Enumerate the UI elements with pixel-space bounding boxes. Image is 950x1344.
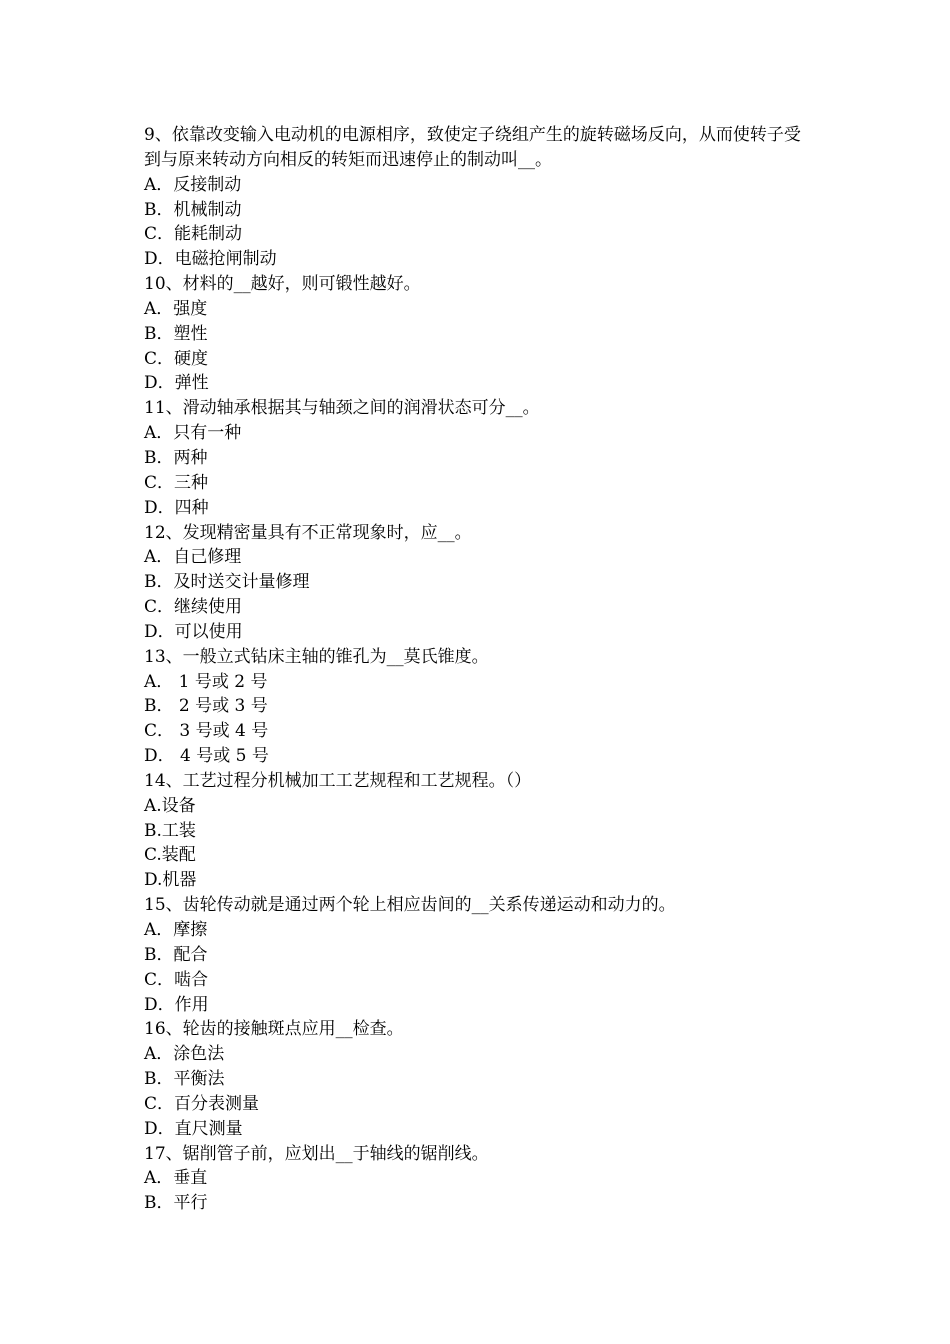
option-a: A．垂直	[144, 1168, 208, 1189]
question-block	[144, 1142, 812, 1217]
option-a: A．涂色法	[144, 1044, 225, 1065]
option-c: C．三种	[144, 472, 209, 493]
option-d: D．可以使用	[144, 621, 243, 642]
question-block	[144, 123, 812, 272]
option-a: A．反接制动	[144, 174, 242, 195]
option-b: B．平衡法	[144, 1069, 225, 1090]
option-b: B．平行	[144, 1193, 208, 1214]
option-b: B．机械制动	[144, 199, 242, 220]
option-d: D.机器	[144, 870, 197, 891]
question-stem: 9、依靠改变输入电动机的电源相序，致使定子绕组产生的旋转磁场反向，从而使转子受到与原来转动方向相反的转矩而迅速停止的制动叫__。	[144, 125, 801, 170]
option-d: D． 4 号或 5 号	[144, 746, 269, 767]
question-list	[144, 123, 812, 1216]
question-stem: 16、轮齿的接触斑点应用__检查。	[144, 1019, 404, 1040]
question-block	[144, 769, 812, 893]
option-c: C． 3 号或 4 号	[144, 721, 269, 742]
option-a: A．只有一种	[144, 423, 242, 444]
option-d: D．电磁抢闸制动	[144, 249, 277, 270]
question-block	[144, 1017, 812, 1141]
question-block	[144, 272, 812, 396]
option-c: C．啮合	[144, 969, 209, 990]
question-stem: 15、齿轮传动就是通过两个轮上相应齿间的__关系传递运动和动力的。	[144, 895, 676, 916]
option-b: B．塑性	[144, 323, 208, 344]
option-c: C．能耗制动	[144, 224, 243, 245]
question-stem: 13、一般立式钻床主轴的锥孔为__莫氏锥度。	[144, 646, 489, 667]
option-d: D．直尺测量	[144, 1118, 243, 1139]
question-block	[144, 893, 812, 1017]
option-c: C．百分表测量	[144, 1093, 260, 1114]
option-a: A．摩擦	[144, 920, 208, 940]
option-b: B．两种	[144, 447, 208, 468]
option-c: C．继续使用	[144, 597, 243, 618]
option-d: D．四种	[144, 497, 209, 518]
question-stem: 17、锯削管子前，应划出__于轴线的锯削线。	[144, 1143, 489, 1164]
option-d: D．作用	[144, 994, 209, 1015]
option-a: A．自己修理	[144, 547, 242, 568]
option-c: C.装配	[144, 845, 196, 866]
question-stem: 12、发现精密量具有不正常现象时，应__。	[144, 522, 472, 543]
option-c: C．硬度	[144, 348, 209, 369]
option-a: A．强度	[144, 298, 208, 319]
option-a: A． 1 号或 2 号	[144, 671, 268, 692]
question-block	[144, 396, 812, 520]
question-stem: 11、滑动轴承根据其与轴颈之间的润滑状态可分__。	[144, 398, 540, 419]
question-block	[144, 521, 812, 645]
question-block	[144, 645, 812, 769]
question-stem: 10、材料的__越好，则可锻性越好。	[144, 274, 421, 295]
option-d: D．弹性	[144, 373, 209, 394]
option-b: B．配合	[144, 944, 208, 965]
question-stem: 14、工艺过程分机械加工工艺规程和工艺规程。（）	[144, 770, 532, 791]
option-b: B．及时送交计量修理	[144, 572, 310, 593]
option-b: B.工装	[144, 820, 196, 841]
option-a: A.设备	[144, 795, 196, 816]
option-b: B． 2 号或 3 号	[144, 696, 268, 717]
